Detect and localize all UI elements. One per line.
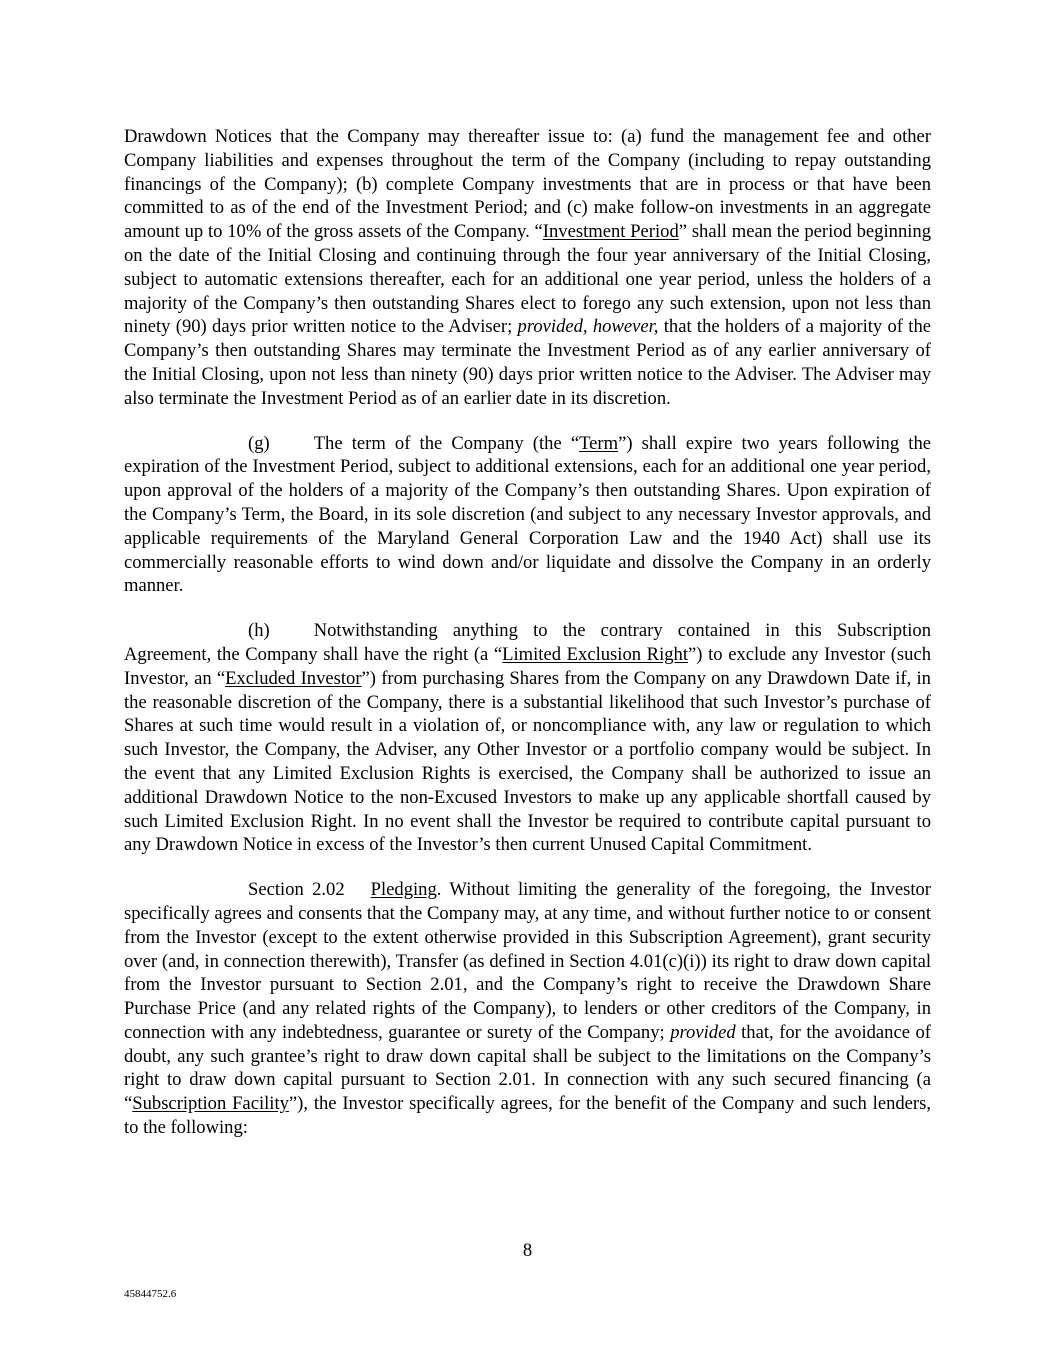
section-number: Section 2.02 — [248, 879, 345, 901]
paragraph-text: ”), the Investor specifically agrees, for the benefit of the Company and such lenders, to the following: — [124, 1093, 931, 1139]
defined-term-limited-exclusion-right: Limited Exclusion Right — [502, 643, 689, 665]
document-id: 45844752.6 — [124, 1288, 177, 1300]
paragraph-g-term — [124, 432, 931, 599]
paragraph-text: . Without limiting the generality of the foregoing, the Investor specifically agrees and consents that the Company may, at any time, and without further notice to or consent from the Investor (except to the extent otherwise provided in this Subscription Agreement), grant security over (and, in connection therewith), Transfer (as defined in Section 4.01(c)(i)) its right to draw down capital from the Investor pursuant to Section 2.01, and the Company’s right to receive the Drawdown Share Purchase Price (and any related rights of the Company), to lenders or other creditors of the Company, in connection with any indebtedness, guarantee or surety of the Company; — [124, 879, 931, 1043]
paragraph-investment-period — [124, 125, 931, 411]
section-2-02-pledging — [124, 878, 931, 1140]
paragraph-text: ”) to exclude any Investor (such Investor, an “ — [124, 643, 931, 689]
clause-marker-g: (g) — [248, 432, 270, 454]
defined-term-excluded-investor: Excluded Investor — [225, 667, 362, 689]
paragraph-text: The term of the Company (the “ — [313, 432, 580, 454]
document-body — [124, 125, 931, 1140]
paragraph-h-exclusion — [124, 619, 931, 857]
paragraph-text: ”) shall expire two years following the expiration of the Investment Period, subject to additional extensions, each for an additional one year period, upon approval of the holders of a majority of the Company’s then outstanding Shares. Upon expiration of the Company’s Term, the Board, in its sole discretion (and subject to any necessary Investor approvals, and applicable requirements of the Maryland General Corporation Law and the 1940 Act) shall use its commercially reasonable efforts to wind down and/or liquidate and dissolve the Company in an orderly manner. — [124, 432, 931, 597]
defined-term-subscription-facility: Subscription Facility — [132, 1093, 289, 1115]
defined-term-investment-period: Investment Period — [542, 221, 679, 243]
paragraph-text: ” shall mean the period beginning on the date of the Initial Closing and continuing through the four year anniversary of the Initial Closing, subject to automatic extensions thereafter, each for an additional one year period, unless the holders of a majority of the Company’s then outstanding Shares elect to forego any such extension, upon not less than ninety (90) days prior written notice to the Adviser; — [124, 221, 931, 338]
italic-provided-however: provided, however, — [517, 316, 659, 338]
italic-provided: provided — [670, 1021, 736, 1043]
defined-term-term: Term — [579, 432, 619, 454]
page-number: 8 — [522, 1240, 533, 1261]
paragraph-text: Drawdown Notices that the Company may thereafter issue to: (a) fund the management fee and other Company liabilities and expenses throughout the term of the Company (including to repay outstanding financings of the Company); (b) complete Company investments that are in process or that have been committed to as of the end of the Investment Period; and (c) make follow-on investments in an aggregate amount up to 10% of the gross assets of the Company. “ — [124, 126, 931, 243]
paragraph-text: that, for the avoidance of doubt, any such grantee’s right to draw down capital shall be subject to the limitations on the Company’s right to draw down capital pursuant to Section 2.01. In connection with any such secured financing (a “ — [124, 1021, 931, 1115]
section-heading-pledging: Pledging — [370, 879, 437, 901]
paragraph-text: that the holders of a majority of the Company’s then outstanding Shares may terminate the Investment Period as of any earlier anniversary of the Initial Closing, upon not less than ninety (90) days prior written notice to the Adviser. The Adviser may also terminate the Investment Period as of an earlier date in its discretion. — [124, 316, 932, 409]
paragraph-text: ”) from purchasing Shares from the Company on any Drawdown Date if, in the reasonable discretion of the Company, there is a substantial likelihood that such Investor’s purchase of Shares at such time would result in a violation of, or noncompliance with, any law or regulation to which such Investor, the Company, the Adviser, any Other Investor or a portfolio company would be subject. In the event that any Limited Exclusion Rights is exercised, the Company shall be authorized to issue an additional Drawdown Notice to the non-Excused Investors to make up any applicable shortfall caused by such Limited Exclusion Right. In no event shall the Investor be required to contribute capital pursuant to any Drawdown Notice in excess of the Investor’s then current Unused Capital Commitment. — [124, 667, 931, 856]
clause-marker-h: (h) — [248, 620, 270, 642]
paragraph-text: Notwithstanding anything to the contrary contained in this Subscription Agreement, the Company shall have the right (a “ — [124, 620, 931, 665]
